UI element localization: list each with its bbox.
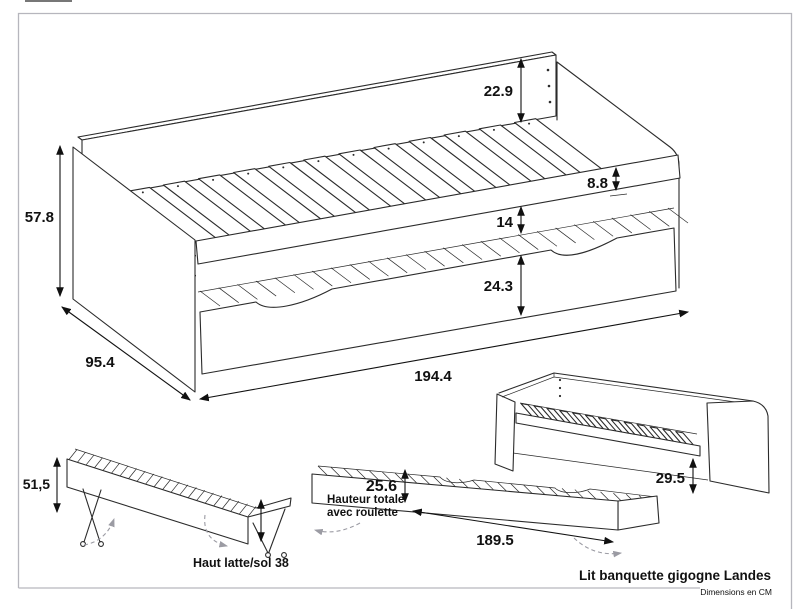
pulled-height-caption-2: avec roulette	[327, 507, 398, 519]
dim-side-height-label: 57.8	[24, 209, 54, 226]
dim-rail-height-label: 8.8	[587, 175, 608, 192]
dim-pulled-length-label: 189.5	[476, 532, 514, 549]
right-legs	[253, 509, 285, 553]
pulled-drawer-end	[618, 496, 659, 530]
pull-arrow-right	[574, 538, 621, 554]
trundle-pulled-view	[312, 466, 659, 554]
dim-pulled-height-label: 25.6	[365, 478, 397, 495]
dim-drawer-height-label: 24.3	[483, 278, 513, 295]
frame-left-panel	[495, 394, 515, 471]
dim-depth-label: 95.4	[85, 354, 115, 371]
fold-arrow-left	[84, 519, 114, 545]
trundle-raised-view	[23, 449, 291, 570]
raised-trundle-front	[67, 459, 248, 544]
main-bed-view	[25, 52, 688, 410]
drawing-title: Lit banquette gigogne Landes	[579, 568, 771, 583]
slat-floor-label: Haut latte/sol 38	[193, 556, 289, 570]
pulled-height-caption-1: Hauteur totale	[327, 494, 405, 506]
left-legs	[83, 489, 101, 542]
pull-arrow-left	[315, 523, 360, 532]
units-note: Dimensions en CM	[700, 587, 772, 597]
dim-gap-label: 14	[496, 214, 513, 231]
dim-length-label: 194.4	[414, 368, 452, 385]
dim-raised-height-label: 51,5	[22, 476, 50, 492]
dim-back-height-label: 22.9	[483, 83, 513, 100]
frame-right-panel	[707, 401, 769, 493]
dim-clearance-label: 29.5	[655, 470, 685, 487]
